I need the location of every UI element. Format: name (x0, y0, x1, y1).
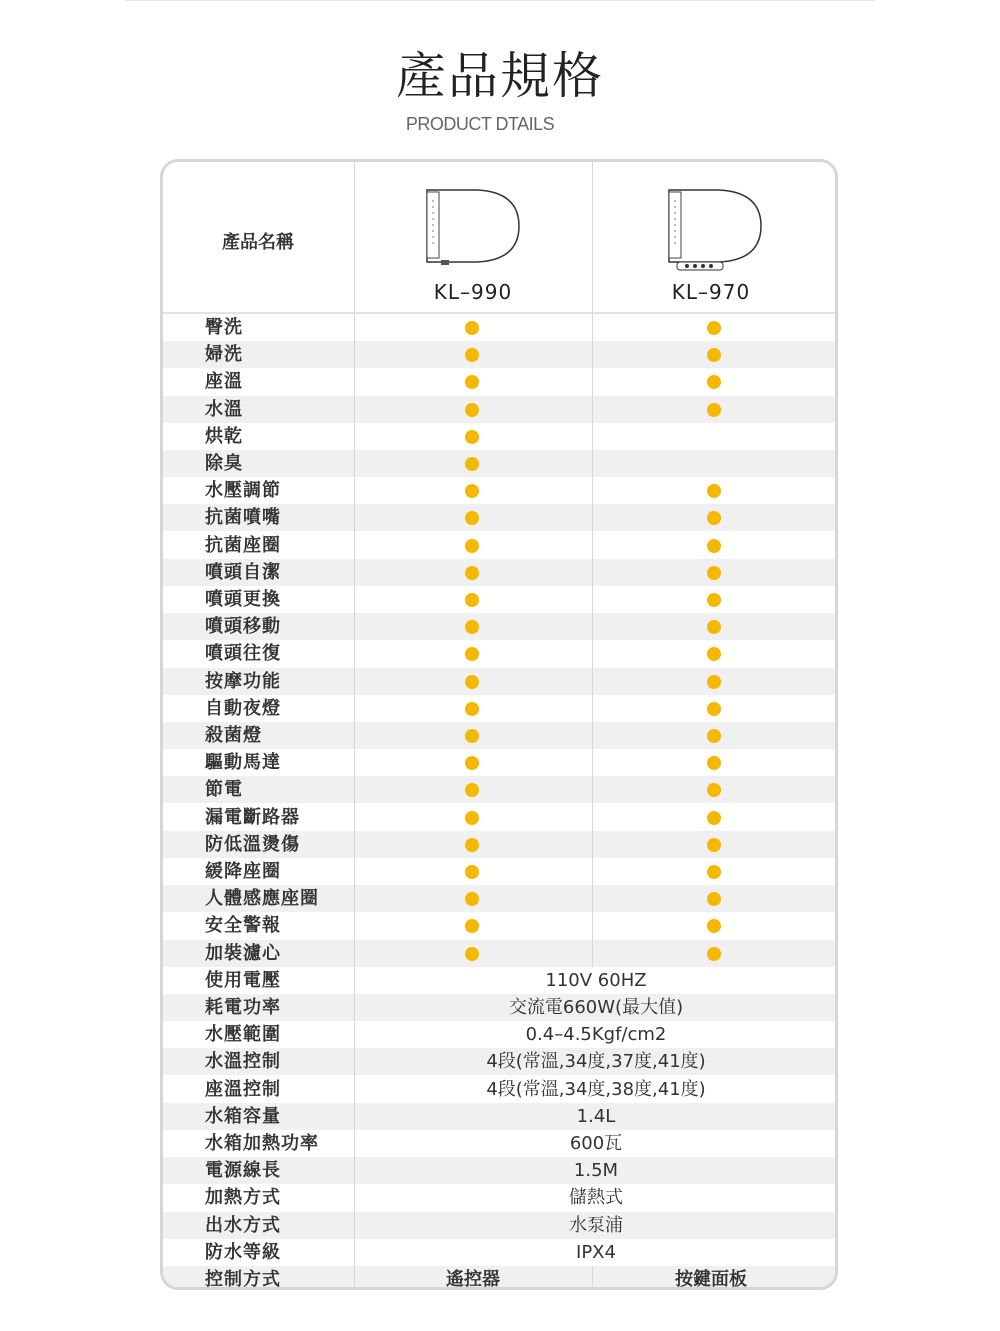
spec-value: 600瓦 (569, 1133, 623, 1154)
header-product-name-label: 產品名稱 (222, 232, 294, 253)
table-row (163, 1103, 835, 1130)
page-title: 產品規格 (396, 47, 604, 105)
kl990-feature-dot (465, 838, 479, 852)
kl970-feature-dot (707, 865, 721, 879)
kl990-feature-dot (465, 539, 479, 553)
kl970-feature-dot (707, 539, 721, 553)
kl990-feature-dot (465, 865, 479, 879)
kl990-feature-dot (465, 375, 479, 389)
table-row (163, 504, 835, 531)
row-label: 臀洗 (205, 317, 243, 338)
row-label: 自動夜燈 (205, 697, 281, 719)
spec-value: 4段(常溫,34度,37度,41度) (486, 1051, 706, 1073)
spec-value: 110V 60HZ (545, 969, 647, 991)
table-row (163, 695, 835, 722)
table-row (163, 1266, 835, 1290)
kl990-feature-dot (465, 403, 479, 417)
kl990-feature-dot (465, 919, 479, 933)
table-row (163, 885, 835, 912)
kl970-product-image (657, 186, 769, 272)
table-row (163, 1157, 835, 1184)
table-row (163, 314, 835, 341)
table-row (163, 368, 835, 395)
row-label: 噴頭自潔 (205, 561, 281, 583)
kl970-feature-dot (707, 511, 721, 525)
row-label: 抗菌噴嘴 (205, 507, 281, 529)
table-header (163, 162, 835, 314)
kl970-feature-dot (707, 375, 721, 389)
table-row (163, 450, 835, 477)
kl970-feature-dot (707, 403, 721, 417)
table-row (163, 940, 835, 967)
spec-value: 4段(常溫,34度,38度,41度) (486, 1078, 706, 1100)
kl970-feature-dot (707, 593, 721, 607)
row-label: 殺菌燈 (205, 725, 262, 746)
model-name-kl990: KL–990 (433, 280, 513, 304)
kl970-feature-dot (707, 675, 721, 689)
table-row (163, 1184, 835, 1211)
row-label: 防低溫燙傷 (205, 833, 300, 855)
spec-value: 0.4–4.5Kgf/cm2 (525, 1024, 667, 1046)
table-row (163, 858, 835, 885)
row-label: 電源線長 (205, 1160, 281, 1182)
kl970-feature-dot (707, 321, 721, 335)
table-row (163, 423, 835, 450)
page-subtitle: PRODUCT DTAILS (405, 114, 555, 134)
table-row (163, 1212, 835, 1239)
kl990-feature-dot (465, 620, 479, 634)
kl970-feature-dot (707, 756, 721, 770)
table-row (163, 559, 835, 586)
kl970-feature-dot (707, 892, 721, 906)
kl990-feature-dot (465, 511, 479, 525)
kl990-feature-dot (465, 321, 479, 335)
kl990-feature-dot (465, 593, 479, 607)
row-label: 驅動馬達 (205, 752, 281, 774)
row-label: 出水方式 (205, 1214, 281, 1236)
row-label: 耗電功率 (205, 997, 281, 1018)
row-label: 人體感應座圈 (205, 888, 319, 910)
row-label: 噴頭更換 (205, 589, 281, 610)
table-row (163, 994, 835, 1021)
kl970-feature-dot (707, 348, 721, 362)
row-label: 水壓調節 (205, 480, 281, 502)
table-row (163, 749, 835, 776)
kl990-feature-dot (465, 348, 479, 362)
row-label: 噴頭往復 (205, 643, 281, 665)
spec-value: 1.5M (573, 1160, 619, 1182)
kl990-feature-dot (465, 566, 479, 580)
kl990-feature-dot (465, 430, 479, 444)
row-label: 使用電壓 (205, 969, 281, 991)
kl990-feature-dot (465, 729, 479, 743)
kl990-control-value: 遙控器 (446, 1269, 500, 1290)
table-row (163, 1239, 835, 1266)
kl970-feature-dot (707, 919, 721, 933)
table-row (163, 1076, 835, 1103)
kl990-feature-dot (465, 756, 479, 770)
table-row (163, 640, 835, 667)
table-row (163, 804, 835, 831)
row-label: 按摩功能 (205, 670, 281, 692)
spec-value: 儲熱式 (569, 1187, 623, 1209)
spec-value: 水泵浦 (569, 1214, 623, 1236)
spec-table (160, 159, 838, 1290)
table-row (163, 613, 835, 640)
row-label: 水溫控制 (205, 1051, 281, 1073)
kl990-feature-dot (465, 811, 479, 825)
table-row (163, 668, 835, 695)
kl970-feature-dot (707, 620, 721, 634)
kl970-control-value: 按鍵面板 (675, 1269, 747, 1290)
column-divider-1 (354, 162, 355, 1287)
table-row (163, 477, 835, 504)
table-row (163, 396, 835, 423)
kl990-feature-dot (465, 457, 479, 471)
row-label: 水壓範圍 (205, 1024, 281, 1046)
kl970-feature-dot (707, 647, 721, 661)
row-label: 防水等級 (205, 1241, 281, 1263)
kl970-feature-dot (707, 811, 721, 825)
row-label: 除臭 (205, 453, 243, 474)
row-label: 座溫控制 (205, 1078, 281, 1100)
table-row (163, 1048, 835, 1075)
row-label: 座溫 (205, 371, 243, 393)
top-divider (125, 0, 875, 1)
control-row-divider (592, 1266, 593, 1290)
table-row (163, 831, 835, 858)
row-label: 節電 (205, 779, 243, 801)
row-label: 加裝濾心 (205, 942, 281, 964)
row-label: 烘乾 (205, 425, 243, 447)
kl990-feature-dot (465, 947, 479, 961)
row-label: 控制方式 (205, 1269, 281, 1290)
kl990-feature-dot (465, 783, 479, 797)
table-row (163, 722, 835, 749)
kl990-feature-dot (465, 675, 479, 689)
row-label: 抗菌座圈 (205, 534, 281, 556)
row-label: 噴頭移動 (205, 616, 281, 638)
row-label: 婦洗 (205, 344, 243, 366)
kl990-feature-dot (465, 647, 479, 661)
table-row (163, 532, 835, 559)
kl970-feature-dot (707, 729, 721, 743)
table-row (163, 341, 835, 368)
table-row (163, 967, 835, 994)
spec-value: 交流電660W(最大值) (508, 997, 684, 1018)
row-label: 加熱方式 (205, 1187, 281, 1209)
row-label: 水溫 (205, 398, 243, 420)
row-label: 水箱加熱功率 (205, 1133, 319, 1154)
row-label: 緩降座圈 (205, 861, 281, 882)
table-row (163, 912, 835, 939)
row-label: 水箱容量 (205, 1105, 281, 1127)
row-label: 漏電斷路器 (205, 806, 300, 828)
column-divider-2 (592, 162, 593, 967)
kl970-feature-dot (707, 566, 721, 580)
kl970-feature-dot (707, 783, 721, 797)
model-name-kl970: KL–970 (671, 280, 751, 304)
kl970-feature-dot (707, 702, 721, 716)
kl970-feature-dot (707, 484, 721, 498)
table-row (163, 1130, 835, 1157)
kl990-feature-dot (465, 892, 479, 906)
kl970-feature-dot (707, 947, 721, 961)
spec-value: IPX4 (576, 1241, 616, 1263)
spec-value: 1.4L (576, 1105, 616, 1127)
row-label: 安全警報 (205, 915, 281, 937)
table-row (163, 776, 835, 803)
kl990-product-image (415, 186, 527, 268)
table-row (163, 586, 835, 613)
kl990-feature-dot (465, 484, 479, 498)
kl990-feature-dot (465, 702, 479, 716)
kl970-feature-dot (707, 838, 721, 852)
table-row (163, 1021, 835, 1048)
